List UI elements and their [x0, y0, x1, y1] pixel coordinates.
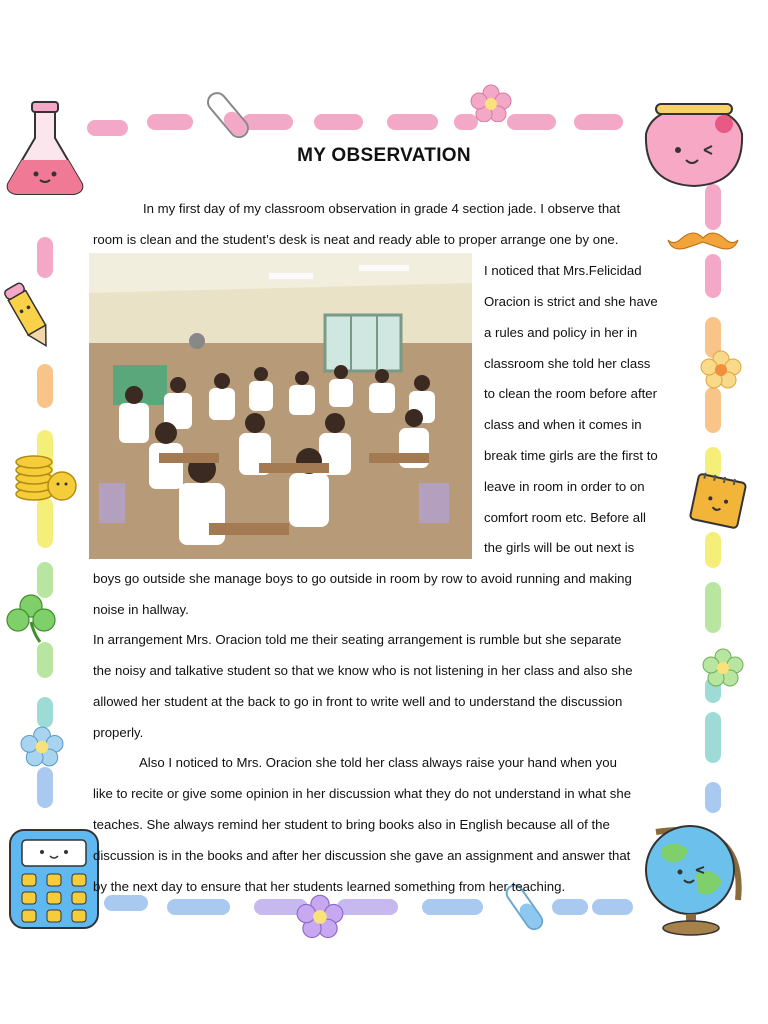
paragraph-line: room is clean and the student’s desk is neat and ready able to proper arrange one by one. [93, 232, 619, 247]
paragraph-line: a rules and policy in her in [484, 325, 638, 340]
paragraph-line: the girls will be out next is [484, 540, 635, 555]
globe-icon [626, 808, 756, 938]
test-tube-icon [200, 86, 260, 146]
paragraph-line: discussion is in the books and after her discussion she gave an assignment and answer that [93, 848, 631, 863]
paragraph-line: by the next day to ensure that her students learned something from her teaching. [93, 879, 566, 894]
mustache-icon [666, 230, 740, 252]
classroom-photo [89, 253, 472, 559]
paragraph-line: In arrangement Mrs. Oracion told me their seating arrangement is rumble but she separate [93, 632, 622, 647]
clover-icon [2, 592, 60, 644]
calculator-icon [6, 826, 102, 932]
flower-icon [20, 726, 64, 768]
paragraph-line: leave in room in order to on [484, 479, 645, 494]
flower-icon [470, 84, 512, 122]
paragraph-line: Also I noticed to Mrs. Oracion she told her class always raise your hand when you [139, 755, 617, 770]
flower-icon [700, 350, 742, 390]
paragraph-line: the noisy and talkative student so that we know who is not listening in her class and also she [93, 663, 633, 678]
paragraph-line: teaches. She always remind her student to bring books also in English because all of the [93, 817, 610, 832]
paragraph-line: noise in hallway. [93, 602, 189, 617]
paragraph-line: Oracion is strict and she have [484, 294, 658, 309]
paragraph-line: I noticed that Mrs.Felicidad [484, 263, 642, 278]
paragraph-line: class and when it comes in [484, 417, 642, 432]
paragraph-line: like to recite or give some opinion in her discussion what they do not understand in what she [93, 786, 632, 801]
flower-icon [702, 648, 744, 688]
paragraph-line: properly. [93, 725, 144, 740]
page-title: MY OBSERVATION [297, 145, 471, 166]
paragraph-line: comfort room etc. Before all [484, 510, 646, 525]
pencil-icon [2, 278, 58, 356]
paragraph-line: boys go outside she manage boys to go outside in room by row to avoid running and making [93, 571, 632, 586]
paragraph-line: classroom she told her class [484, 356, 651, 371]
paragraph-line: to clean the room before after [484, 386, 658, 401]
paragraph-line: In my first day of my classroom observation in grade 4 section jade. I observe that [143, 201, 621, 216]
coin-purse-icon [636, 94, 752, 190]
coins-icon [12, 448, 78, 504]
flower-icon [296, 894, 344, 940]
paragraph-line: allowed her student at the back to go in front to write well and to understand the discussion [93, 694, 623, 709]
paragraph-line: break time girls are the first to [484, 448, 658, 463]
notebook-icon [682, 470, 754, 532]
